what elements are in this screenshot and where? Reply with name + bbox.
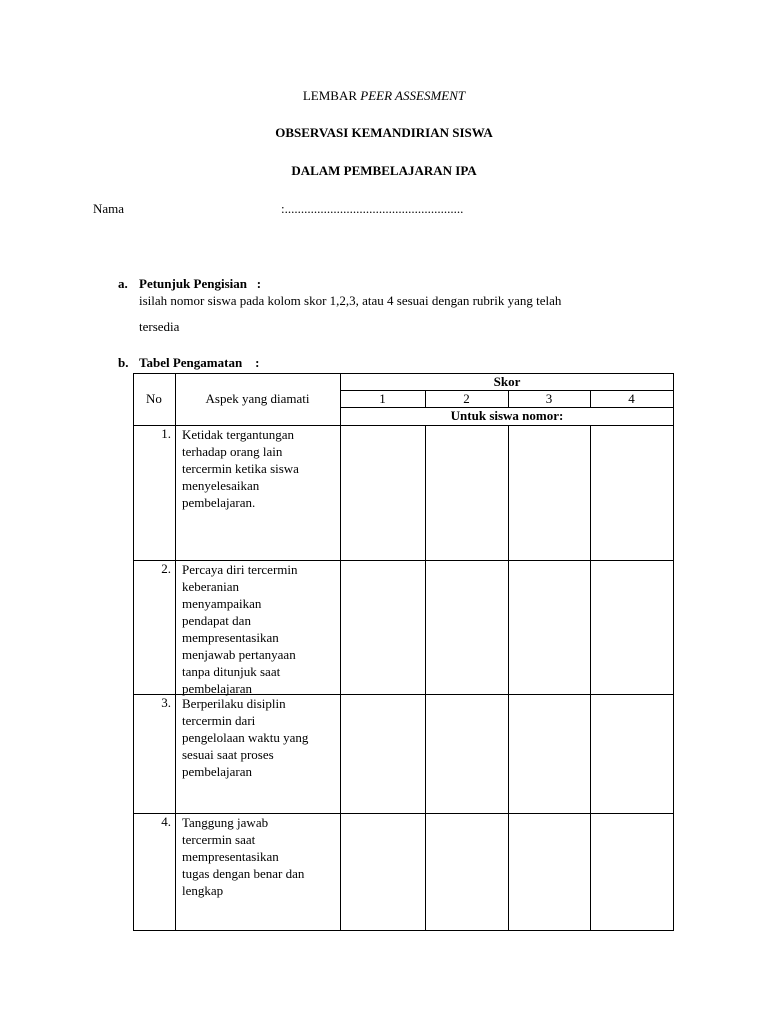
skor-4-header: 4 <box>628 391 635 406</box>
skor-2-header: 2 <box>463 391 470 406</box>
row-2-aspect: Percaya diri tercermin keberanian menyampaikan pendapat dan mempresentasikan menjawab pertanyaan tanpa ditunjuk saat pembelajaran <box>182 562 298 696</box>
skor-3-header: 3 <box>545 391 553 406</box>
skor-1-header: 1 <box>379 391 386 406</box>
row-2-number: 2. <box>161 561 171 576</box>
tabel-heading: Tabel Pengamatan : <box>139 355 260 370</box>
title-italic: PEER ASSESMENT <box>360 88 466 103</box>
row-1-aspect: Ketidak tergantungan terhadap orang lain tercermin ketika siswa menyelesaikan pembelajaran. <box>182 427 299 510</box>
row-4-aspect: Tanggung jawab tercermin saat mempresentasikan tugas dengan benar dan lengkap <box>182 815 305 898</box>
petunjuk-text-2: tersedia <box>139 319 180 334</box>
nama-field[interactable]: :....................................................... <box>281 201 464 216</box>
nama-label: Nama <box>93 201 125 216</box>
col-no-header: No <box>146 391 162 406</box>
document-title <box>0 88 768 104</box>
untuk-siswa-header: Untuk siswa nomor: <box>450 408 564 423</box>
col-skor-header: Skor <box>493 374 521 389</box>
title-prefix: LEMBAR <box>302 88 361 103</box>
row-4-number: 4. <box>161 814 171 829</box>
subtitle-2: DALAM PEMBELAJARAN IPA <box>291 163 477 178</box>
row-1-number: 1. <box>161 426 171 441</box>
row-3-aspect: Berperilaku disiplin tercermin dari pengelolaan waktu yang sesuai saat proses pembelajaran <box>182 696 309 779</box>
subtitle-1: OBSERVASI KEMANDIRIAN SISWA <box>275 125 493 140</box>
col-aspek-header: Aspek yang diamati <box>205 391 310 406</box>
observation-table <box>133 373 674 931</box>
tabel-marker: b. <box>118 355 129 370</box>
petunjuk-text-1: isilah nomor siswa pada kolom skor 1,2,3, atau 4 sesuai dengan rubrik yang telah <box>139 293 562 308</box>
petunjuk-marker: a. <box>118 276 128 291</box>
petunjuk-heading: Petunjuk Pengisian : <box>139 276 262 291</box>
row-3-number: 3. <box>161 695 171 710</box>
